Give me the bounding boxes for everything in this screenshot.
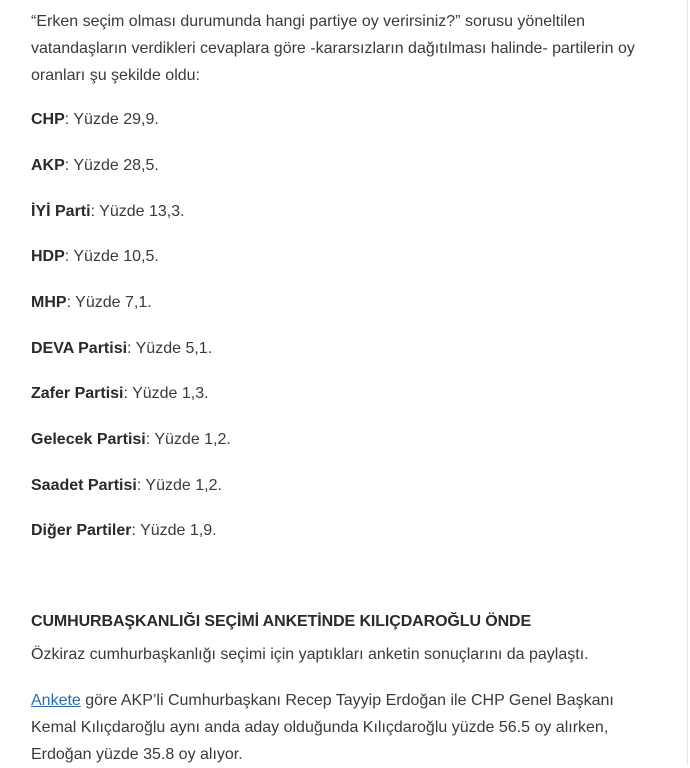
result-item [31, 335, 212, 362]
result-item [31, 380, 209, 407]
section-paragraph-2 [31, 687, 661, 768]
party-name: Gelecek Partisi [31, 431, 146, 448]
party-share: : Yüzde 10,5. [64, 248, 159, 265]
ankete-link[interactable]: Ankete [31, 692, 81, 709]
party-name: Zafer Partisi [31, 385, 124, 402]
party-name: DEVA Partisi [31, 340, 128, 357]
section-heading: CUMHURBAŞKANLIĞI SEÇİMİ ANKETİNDE KILIÇDAROĞLU ÖNDE [31, 613, 532, 630]
result-item [31, 106, 159, 133]
result-item [31, 243, 159, 270]
party-name: Diğer Partiler [31, 522, 132, 539]
party-name: CHP [31, 111, 65, 128]
result-item [31, 152, 159, 179]
party-share: : Yüzde 5,1. [127, 340, 213, 357]
party-share: : Yüzde 13,3. [90, 203, 185, 220]
result-item [31, 289, 152, 316]
intro-paragraph: “Erken seçim olması durumunda hangi partiye oy verirsiniz?” sorusu yöneltilen vatandaşların verdikleri cevaplara göre -kararsızların dağıtılması halinde- partilerin oy oranları şu şekilde oldu: [31, 13, 635, 84]
result-item [31, 198, 185, 225]
section-paragraph-2-text: göre AKP’li Cumhurbaşkanı Recep Tayyip Erdoğan ile CHP Genel Başkanı Kemal Kılıçdaroğlu aynı anda aday olduğunda Kılıçdaroğlu yüzde 56.5 oy alırken, Erdoğan yüzde 35.8 oy alıyor. [31, 692, 614, 763]
article-body [31, 8, 661, 763]
party-name: İYİ Parti [31, 203, 91, 220]
result-item [31, 426, 231, 453]
party-name: AKP [31, 157, 65, 174]
party-share: : Yüzde 7,1. [66, 294, 152, 311]
result-item [31, 517, 217, 544]
section-paragraph: Özkiraz cumhurbaşkanlığı seçimi için yaptıkları anketin sonuçlarını da paylaştı. [31, 646, 589, 663]
party-share: : Yüzde 1,2. [145, 431, 231, 448]
party-share: : Yüzde 1,2. [136, 477, 222, 494]
party-share: : Yüzde 1,9. [131, 522, 217, 539]
party-name: HDP [31, 248, 65, 265]
party-share: : Yüzde 29,9. [64, 111, 159, 128]
result-item [31, 472, 222, 499]
party-name: MHP [31, 294, 67, 311]
party-share: : Yüzde 1,3. [123, 385, 209, 402]
party-name: Saadet Partisi [31, 477, 137, 494]
party-share: : Yüzde 28,5. [64, 157, 159, 174]
